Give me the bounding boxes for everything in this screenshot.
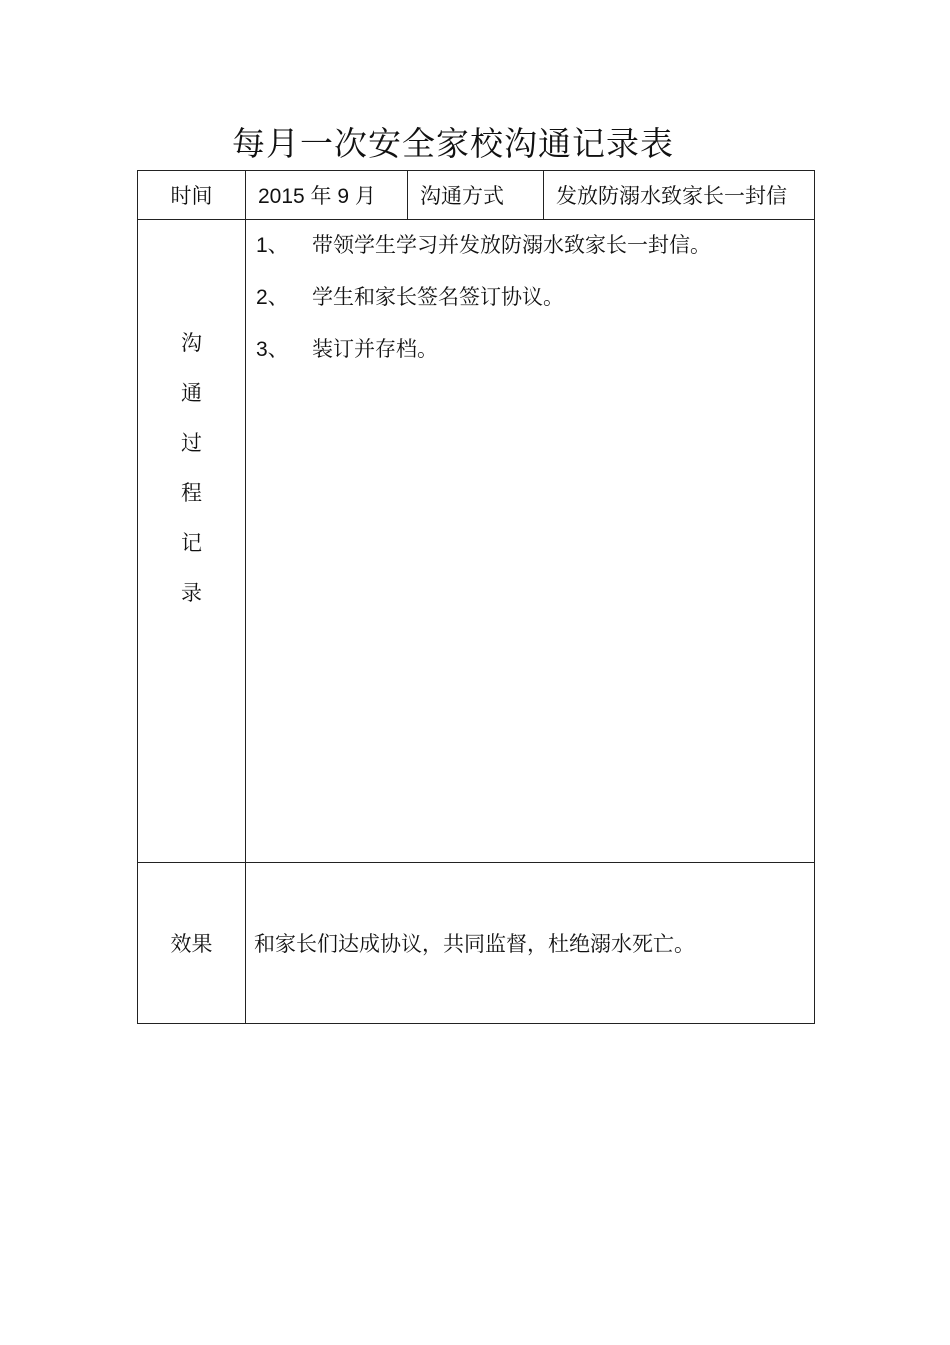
process-label-cell: [138, 220, 246, 863]
process-row: [138, 220, 815, 863]
process-item-number: 2、: [256, 286, 289, 309]
process-item-text: 学生和家长签名签订协议。: [312, 285, 564, 309]
method-value: 发放防溺水致家长一封信: [544, 171, 815, 220]
effect-label: 效果: [138, 863, 246, 1024]
process-label-char: 通: [181, 381, 202, 405]
method-label: 沟通方式: [408, 171, 544, 220]
process-label-char: 程: [181, 481, 202, 505]
process-label-char: 记: [181, 531, 202, 555]
process-label-char: 沟: [181, 331, 202, 355]
time-label: 时间: [138, 171, 246, 220]
process-item: [256, 282, 814, 334]
effect-text: 和家长们达成协议，共同监督，杜绝溺水死亡。: [246, 863, 815, 1024]
process-item: [256, 230, 814, 282]
process-label: [138, 220, 245, 628]
process-item-number: 3、: [256, 338, 289, 361]
process-content-cell: [246, 220, 815, 863]
time-value: 2015 年 9 月: [246, 171, 408, 220]
process-item-number: 1、: [256, 234, 289, 257]
process-label-char: 过: [181, 431, 202, 455]
process-label-char: 录: [181, 581, 202, 605]
process-list: [246, 220, 814, 386]
record-table: [137, 170, 815, 1024]
process-item-text: 带领学生学习并发放防溺水致家长一封信。: [312, 233, 711, 257]
process-item-text: 装订并存档。: [312, 337, 438, 361]
page-title: 每月一次安全家校沟通记录表: [232, 124, 674, 163]
effect-row: [138, 863, 815, 1024]
header-row: [138, 171, 815, 220]
process-item: [256, 334, 814, 386]
